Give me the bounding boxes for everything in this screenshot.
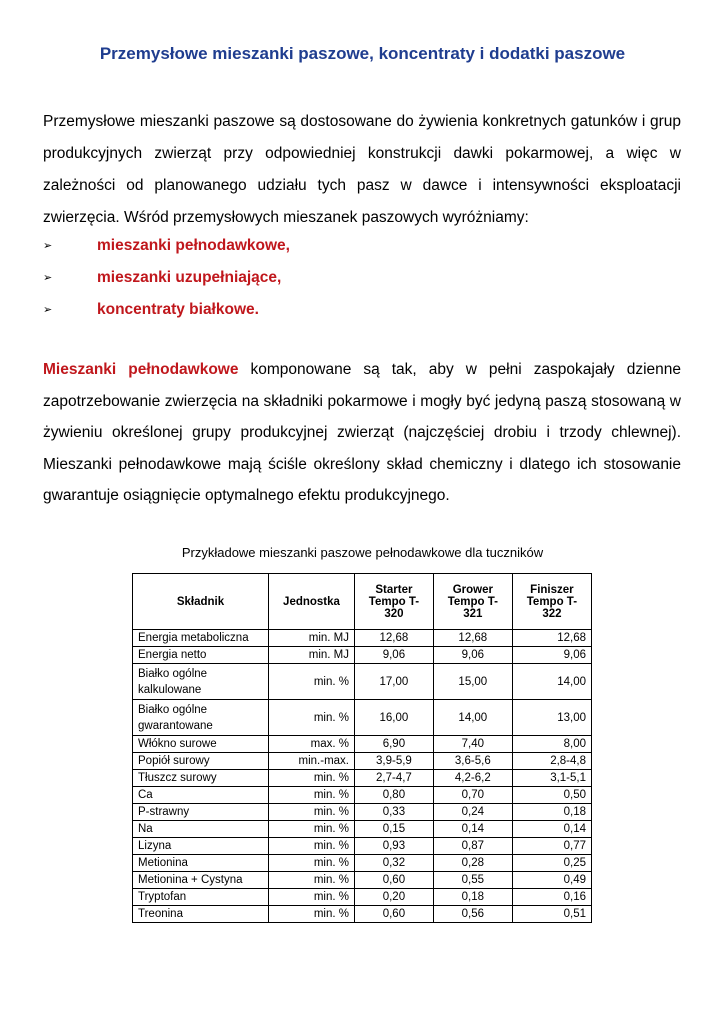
cell-finisher: 9,06 (512, 647, 591, 664)
cell-unit: min. MJ (269, 647, 355, 664)
cell-unit: min.-max. (269, 753, 355, 770)
cell-finisher: 0,51 (512, 906, 591, 923)
cell-finisher: 8,00 (512, 736, 591, 753)
list-item (43, 230, 681, 262)
table-row (133, 664, 592, 700)
cell-grower: 4,2-6,2 (433, 770, 512, 787)
feed-type-list (43, 230, 681, 326)
arrow-bullet-icon: ➢ (43, 272, 53, 284)
cell-starter: 0,80 (355, 787, 434, 804)
header-line: Finiszer (530, 583, 574, 596)
cell-component (133, 664, 269, 700)
header-finisher (512, 574, 591, 630)
table-row (133, 906, 592, 923)
table-row (133, 736, 592, 753)
header-line: Tempo T-320 (368, 595, 420, 620)
cell-finisher: 3,1-5,1 (512, 770, 591, 787)
table-row (133, 872, 592, 889)
cell-starter: 0,93 (355, 838, 434, 855)
cell-finisher: 14,00 (512, 664, 591, 700)
cell-unit: min. % (269, 787, 355, 804)
header-line: Starter (375, 583, 413, 596)
cell-unit: min. % (269, 872, 355, 889)
cell-unit: min. % (269, 838, 355, 855)
cell-component: P-strawny (133, 804, 269, 821)
cell-starter: 17,00 (355, 664, 434, 700)
cell-unit: max. % (269, 736, 355, 753)
list-item-text: mieszanki uzupełniające, (97, 269, 282, 286)
arrow-bullet-icon: ➢ (43, 304, 53, 316)
cell-component: Na (133, 821, 269, 838)
cell-component: Ca (133, 787, 269, 804)
cell-grower: 0,87 (433, 838, 512, 855)
cell-component (133, 700, 269, 736)
cell-unit: min. % (269, 664, 355, 700)
cell-grower: 12,68 (433, 630, 512, 647)
table-row (133, 838, 592, 855)
table-header-row (133, 574, 592, 630)
intro-paragraph (43, 106, 681, 234)
cell-starter: 3,9-5,9 (355, 753, 434, 770)
table-row (133, 855, 592, 872)
cell-line: kalkulowane (138, 683, 202, 696)
cell-starter: 2,7-4,7 (355, 770, 434, 787)
header-line: Tempo T-322 (526, 595, 578, 620)
cell-unit: min. % (269, 700, 355, 736)
cell-finisher: 0,14 (512, 821, 591, 838)
cell-finisher: 0,77 (512, 838, 591, 855)
cell-starter: 12,68 (355, 630, 434, 647)
list-item-text: koncentraty białkowe. (97, 301, 259, 318)
paragraph-text: komponowane są tak, aby w pełni zaspokajały dzienne zapotrzebowanie zwierzęcia na składniki pokarmowe i mogły być jedyną paszą stosowaną w żywieniu określonej grupy produkcyjnej zwierząt (najczęściej drobiu i trzody chlewnej). Mieszanki pełnodawkowe mają ściśle określony skład chemiczny i dlatego ich stosowanie gwarantuje osiągnięcie optymalnego efektu produkcyjnego. (43, 361, 681, 504)
table-row (133, 889, 592, 906)
cell-grower: 7,40 (433, 736, 512, 753)
list-item (43, 294, 681, 326)
cell-line: Białko ogólne (138, 703, 208, 716)
cell-starter: 0,60 (355, 906, 434, 923)
cell-grower: 0,18 (433, 889, 512, 906)
cell-component: Popiół surowy (133, 753, 269, 770)
cell-finisher: 2,8-4,8 (512, 753, 591, 770)
cell-unit: min. % (269, 821, 355, 838)
table-body (133, 630, 592, 923)
cell-finisher: 0,50 (512, 787, 591, 804)
cell-finisher: 13,00 (512, 700, 591, 736)
cell-finisher: 0,16 (512, 889, 591, 906)
table-row (133, 770, 592, 787)
cell-component: Metionina (133, 855, 269, 872)
cell-grower: 15,00 (433, 664, 512, 700)
cell-component: Tryptofan (133, 889, 269, 906)
arrow-bullet-icon: ➢ (43, 240, 53, 252)
cell-component: Tłuszcz surowy (133, 770, 269, 787)
header-starter (355, 574, 434, 630)
header-line: Tempo T-321 (447, 595, 498, 620)
table-row (133, 753, 592, 770)
cell-component: Lizyna (133, 838, 269, 855)
cell-component: Metionina + Cystyna (133, 872, 269, 889)
header-unit: Jednostka (269, 574, 355, 630)
cell-starter: 0,60 (355, 872, 434, 889)
table-row (133, 821, 592, 838)
cell-starter: 0,33 (355, 804, 434, 821)
cell-grower: 0,55 (433, 872, 512, 889)
table-row (133, 787, 592, 804)
cell-component: Włókno surowe (133, 736, 269, 753)
cell-unit: min. % (269, 889, 355, 906)
feed-composition-table (132, 573, 592, 923)
cell-grower: 0,14 (433, 821, 512, 838)
cell-grower: 14,00 (433, 700, 512, 736)
header-line: Grower (452, 583, 493, 596)
list-item-text: mieszanki pełnodawkowe, (97, 237, 290, 254)
table-row (133, 647, 592, 664)
table-caption: Przykładowe mieszanki paszowe pełnodawkowe dla tuczników (181, 545, 544, 560)
cell-starter: 6,90 (355, 736, 434, 753)
cell-starter: 0,20 (355, 889, 434, 906)
cell-unit: min. % (269, 770, 355, 787)
full-ration-paragraph (43, 354, 681, 512)
cell-starter: 0,15 (355, 821, 434, 838)
cell-unit: min. % (269, 855, 355, 872)
document-title: Przemysłowe mieszanki paszowe, koncentraty i dodatki paszowe (99, 44, 626, 63)
cell-line: gwarantowane (138, 719, 213, 732)
header-grower (433, 574, 512, 630)
list-item (43, 262, 681, 294)
cell-grower: 0,56 (433, 906, 512, 923)
cell-starter: 0,32 (355, 855, 434, 872)
cell-unit: min. % (269, 906, 355, 923)
cell-finisher: 12,68 (512, 630, 591, 647)
cell-component: Energia metaboliczna (133, 630, 269, 647)
cell-grower: 0,28 (433, 855, 512, 872)
cell-grower: 9,06 (433, 647, 512, 664)
cell-grower: 0,24 (433, 804, 512, 821)
cell-component: Energia netto (133, 647, 269, 664)
cell-line: Białko ogólne (138, 667, 208, 680)
cell-starter: 9,06 (355, 647, 434, 664)
full-ration-section (43, 354, 681, 512)
cell-finisher: 0,25 (512, 855, 591, 872)
cell-grower: 0,70 (433, 787, 512, 804)
cell-finisher: 0,18 (512, 804, 591, 821)
cell-component: Treonina (133, 906, 269, 923)
table-row (133, 804, 592, 821)
highlighted-term: Mieszanki pełnodawkowe (43, 361, 239, 378)
cell-starter: 16,00 (355, 700, 434, 736)
cell-unit: min. MJ (269, 630, 355, 647)
cell-finisher: 0,49 (512, 872, 591, 889)
cell-unit: min. % (269, 804, 355, 821)
table-row (133, 630, 592, 647)
table-row (133, 700, 592, 736)
intro-text: Przemysłowe mieszanki paszowe są dostosowane do żywienia konkretnych gatunków i grup produkcyjnych zwierząt przy odpowiedniej konstrukcji dawki pokarmowej, a więc w zależności od planowanego udziału tych pasz w dawce i intensywności eksploatacji zwierzęcia. Wśród przemysłowych mieszanek paszowych wyróżniamy: (43, 113, 681, 226)
cell-grower: 3,6-5,6 (433, 753, 512, 770)
header-component: Składnik (133, 574, 269, 630)
